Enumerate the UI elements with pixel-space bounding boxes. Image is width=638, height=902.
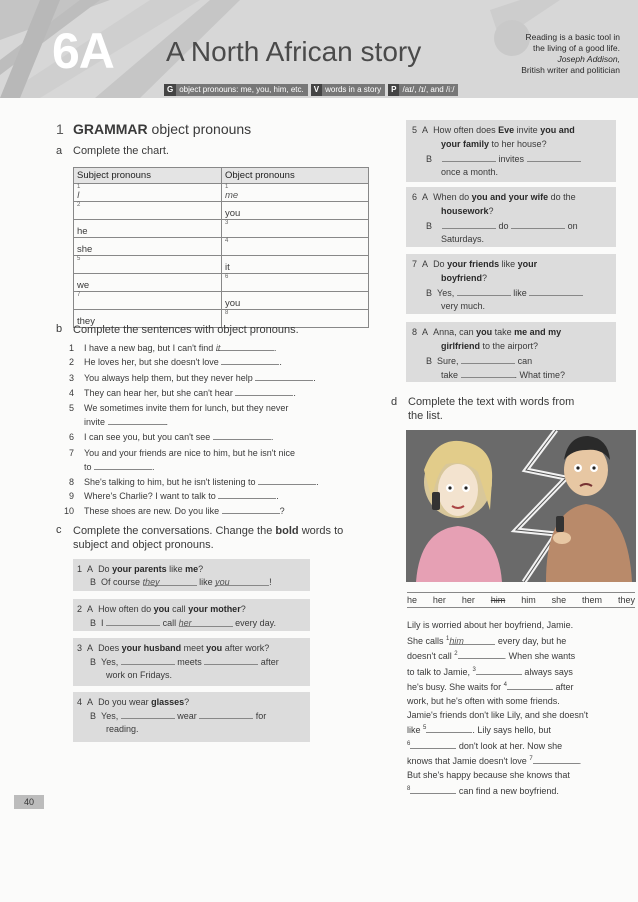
tag-letter: G [164, 84, 176, 96]
chart-row [74, 273, 369, 291]
conversation-box-6: 6 A When do you and your wife do the housework? B do on Saturdays. [406, 187, 616, 247]
answer-blank[interactable] [255, 371, 313, 381]
chart-row [74, 237, 369, 255]
section-title-rest: object pronouns [151, 121, 252, 137]
answer-blank[interactable] [94, 460, 152, 470]
chart-header-row [74, 168, 369, 184]
unit-tags [164, 84, 458, 96]
tag-text: words in a story [325, 85, 382, 94]
exercise-letter-b: b [56, 323, 63, 335]
answer-blank[interactable] [213, 430, 271, 440]
story-text: Lily is worried about her boyfriend, Jamie. She calls $^1$him every day, but he doesn't call $^2$ . When she wants to talk to Jamie, $^3$ always says he's busy. She waits for $^4$ after work, but he's often with some friends. Jamie's friends don't like Lily, and she doesn't like $^5$ . Lily says hello, but $^6$ don't look at her. Now she knows that Jamie doesn't love $^7$ . But she's happy because she knows that $^8$ can find a new boyfriend. [407, 620, 589, 796]
item-number: 10 [63, 506, 74, 516]
chart-cell-subject: they [74, 309, 222, 327]
section-number: 1 [56, 121, 64, 137]
tag-pronunciation [388, 84, 458, 96]
exercise-d-instruction-2: the list. [408, 410, 443, 422]
list-item-continued: invite . [84, 417, 169, 427]
conversation-box-8: 8 A Anna, can you take me and my girlfriend to the airport? B Sure, can take . What time? [406, 322, 616, 382]
section-title-bold: GRAMMAR [73, 121, 148, 137]
answer-blank[interactable] [121, 655, 175, 665]
answer-blank[interactable] [529, 286, 583, 296]
answer-blank[interactable] [216, 341, 274, 351]
answer-blank[interactable] [410, 739, 456, 749]
word-list-item: them [582, 595, 603, 605]
answer-blank[interactable] [458, 649, 504, 659]
chart-cell-subject: we [74, 273, 222, 291]
exercise-letter-d: d [391, 396, 398, 408]
chart-header-object: Object pronouns [222, 168, 369, 184]
chart-cell-subject: she [74, 237, 222, 255]
word-list-item: they [617, 595, 635, 605]
list-item: You and your friends are nice to him, but he isn't nice [84, 448, 296, 458]
conversation-box-7: 7 A Do your friends like your boyfriend? B Yes, like very much. [406, 254, 616, 314]
chart-row [74, 255, 369, 273]
item-number: 3 [68, 373, 74, 383]
tag-text: /aɪ/, /ɪ/, and /iː/ [402, 85, 455, 94]
chart-cell-subject[interactable]: 2 [74, 201, 222, 219]
answer-blank[interactable] [410, 784, 456, 794]
answer-blank[interactable] [527, 152, 581, 162]
chart-row [74, 219, 369, 237]
answer-blank[interactable] [106, 616, 160, 626]
word-list-item: he [407, 595, 418, 605]
answer-blank[interactable] [442, 219, 496, 229]
conversation-box-1: 1 A Do your parents like me? B Of course they like you ! [73, 559, 310, 591]
item-number: 2 [68, 357, 74, 367]
chart-cell-subject: he [74, 219, 222, 237]
list-item: Where's Charlie? I want to talk to . [84, 491, 279, 501]
answer-blank[interactable] [235, 386, 293, 396]
chart-cell-subject: 1 I [74, 183, 222, 201]
item-number: 8 [68, 477, 74, 487]
word-list-item: him [521, 595, 536, 605]
word-list-item: she [551, 595, 567, 605]
tag-letter: V [311, 84, 322, 96]
quote-line-2: the living of a good life. [533, 43, 620, 53]
item-number: 4 [68, 388, 74, 398]
answer-blank[interactable] [108, 415, 166, 425]
chart-cell-subject[interactable]: 7 [74, 291, 222, 309]
answer-blank[interactable] [221, 355, 279, 365]
quote-author-desc: British writer and politician [521, 65, 620, 75]
conversation-box-3: 3 A Does your husband meet you after work? B Yes, meets after work on Fridays. [73, 638, 310, 686]
exercise-a-instruction: Complete the chart. [73, 145, 169, 157]
answer-blank[interactable] [121, 709, 175, 719]
chart-row [74, 183, 369, 201]
chart-cell-object[interactable]: 4 [222, 237, 369, 255]
answer-blank[interactable] [199, 709, 253, 719]
quote-author: Joseph Addison, [557, 54, 620, 64]
couple-phone-illustration [406, 430, 636, 582]
answer-blank[interactable] [222, 504, 280, 514]
answer-blank[interactable]: they [143, 576, 197, 586]
quote-box [500, 32, 620, 76]
answer-blank[interactable] [258, 475, 316, 485]
list-item: You always help them, but they never help . [84, 373, 316, 383]
list-item: We sometimes invite them for lunch, but they never [84, 403, 289, 413]
list-item: I can see you, but you can't see . [84, 432, 274, 442]
item-number: 9 [68, 491, 74, 501]
section-title [73, 121, 251, 137]
answer-blank[interactable] [457, 286, 511, 296]
example-answer: it [215, 343, 221, 353]
exercise-letter-a: a [56, 145, 63, 157]
exercise-c-instruction-2: subject and object pronouns. [73, 539, 214, 551]
chart-cell-subject[interactable]: 5 [74, 255, 222, 273]
page-number: 40 [14, 795, 44, 809]
answer-blank[interactable] [442, 152, 496, 162]
chart-cell-object[interactable]: 8 [222, 309, 369, 327]
header-banner [0, 0, 638, 98]
answer-blank[interactable]: her [179, 617, 233, 627]
answer-blank[interactable] [461, 368, 515, 378]
chart-cell-object: you [222, 201, 369, 219]
answer-blank[interactable] [507, 680, 553, 690]
tag-letter: P [388, 84, 399, 96]
word-list-item: her [461, 595, 475, 605]
item-number: 5 [68, 403, 74, 413]
unit-badge: 6A [52, 23, 114, 79]
quote-line-1: Reading is a basic tool in [525, 32, 620, 42]
chart-row [74, 201, 369, 219]
chart-cell-object: it [222, 255, 369, 273]
exercise-d-instruction: Complete the text with words from [408, 396, 575, 408]
answer-blank[interactable] [533, 754, 579, 764]
answer-blank[interactable] [476, 665, 522, 675]
page-title: A North African story [166, 36, 422, 67]
word-list-item-used: him [490, 595, 506, 605]
item-number: 7 [68, 448, 74, 458]
exercise-letter-c: c [56, 524, 62, 536]
chart-row [74, 291, 369, 309]
exercise-c-instruction: Complete the conversations. Change the bold words to [73, 525, 344, 537]
tag-grammar [164, 84, 308, 96]
conversation-box-4: 4 A Do you wear glasses? B Yes, wear for reading. [73, 692, 310, 742]
answer-blank[interactable]: you [215, 576, 269, 586]
list-item-continued: to . [84, 462, 155, 472]
pronoun-chart [73, 167, 369, 328]
answer-blank[interactable]: him [449, 635, 495, 645]
answer-blank[interactable] [426, 723, 472, 733]
exercise-b-instruction: Complete the sentences with object pronouns. [73, 324, 299, 336]
word-list-item: her [432, 595, 446, 605]
chart-header-subject: Subject pronouns [74, 168, 222, 184]
list-item: These shoes are new. Do you like ? [84, 506, 285, 516]
chart-cell-object[interactable]: 3 [222, 219, 369, 237]
chart-cell-object[interactable]: 6 [222, 273, 369, 291]
conversation-box-5: 5 A How often does Eve invite you and your family to her house? B invites once a month. [406, 120, 616, 182]
item-number: 6 [68, 432, 74, 442]
list-item: I have a new bag, but I can't find it . [84, 343, 277, 353]
item-number: 1 [68, 343, 74, 353]
cartoon-illustration [406, 430, 636, 582]
answer-blank[interactable] [511, 219, 565, 229]
conversation-box-2: 2 A How often do you call your mother? B I call her every day. [73, 599, 310, 631]
tag-text: object pronouns: me, you, him, etc. [179, 85, 304, 94]
answer-blank[interactable] [204, 655, 258, 665]
answer-blank[interactable] [461, 354, 515, 364]
list-item: He loves her, but she doesn't love . [84, 357, 282, 367]
word-list [407, 592, 635, 608]
chart-cell-object: you [222, 291, 369, 309]
chart-cell-object: 1 me [222, 183, 369, 201]
tag-vocabulary [311, 84, 385, 96]
list-item: She's talking to him, but he isn't listening to . [84, 477, 319, 487]
list-item: They can hear her, but she can't hear . [84, 388, 296, 398]
answer-blank[interactable] [218, 489, 276, 499]
